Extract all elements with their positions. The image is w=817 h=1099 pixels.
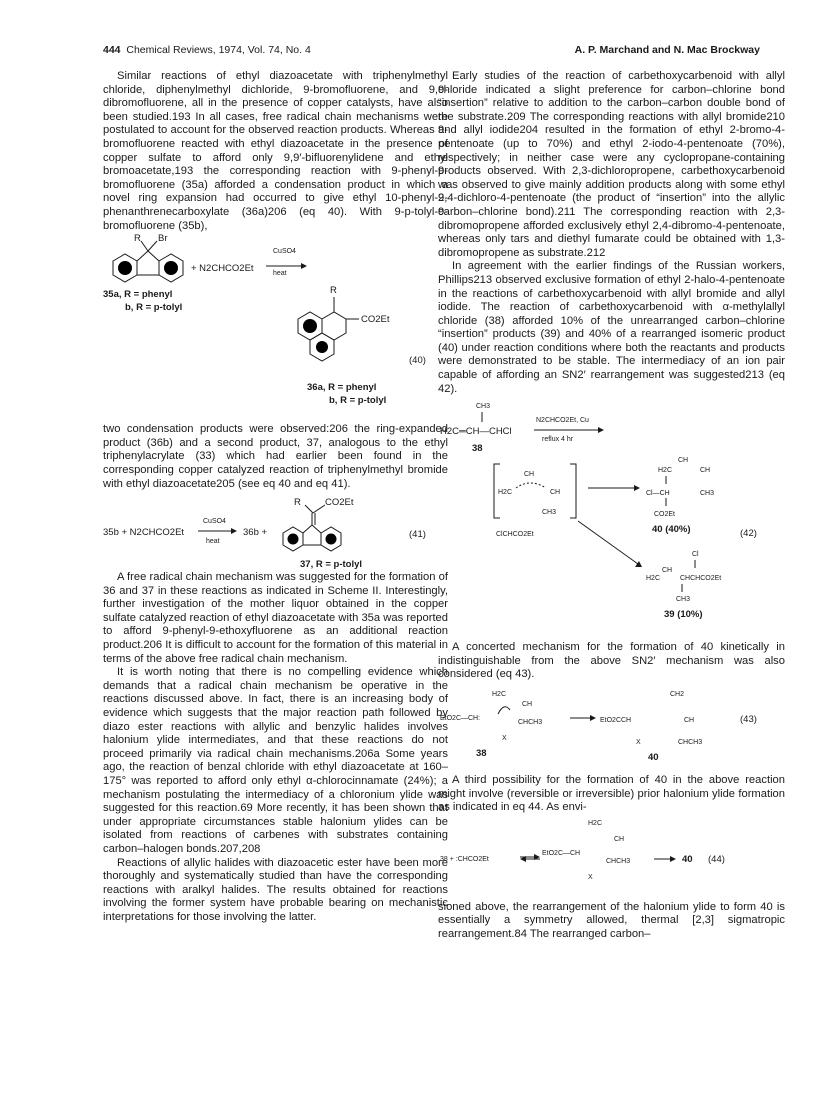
eq43-ch: CH [522, 701, 533, 709]
reactant-br-label: Br [158, 233, 168, 245]
compound-39-label: 39 (10%) [664, 609, 703, 621]
reactant-r-label: R [134, 233, 141, 245]
equation-number: (44) [708, 853, 725, 865]
p40-co2et: CO2Et [654, 511, 676, 519]
compound-37-structure [283, 505, 341, 551]
compound-38-label: 38 [472, 443, 483, 455]
fluorene-structure [113, 241, 183, 282]
eq42-ch3: CH3 [476, 403, 491, 411]
eq43-prod-left: EtO2CCH [600, 717, 632, 725]
p39-ch: CH [662, 567, 673, 575]
catalyst-label: CuSO4 [273, 248, 296, 256]
paragraph: Early studies of the reaction of carbethoxycarbenoid with allyl chloride indicated a slight preference for carbon–chlorine bond “insertion” relative to addition to the carbon–carbon double bond of the substrate.209 The corresponding reactions with allyl bromide210 and allyl iodide204 resulted in the formation of ethyl 2-bromo-4-pentenoate (up to 70%) and ethyl 2-iodo-4-pentenoate (70%), respectively; in neither case were any cyclopropane-containing products observed. With 2,3-dichloropropene, carbethoxycarbenoid was observed to give mainly addition products along with some ethyl 2,4-dichloro-4-pentenoate (the product of “insertion” into the allylic carbon–chlorine bond).211 The corresponding reaction with 2,3-dibromopropene afforded exclusively ethyl 2,4-dibromo-4-pentenoate, whereas only tars and diethyl fumarate could be obtained with 1,3-dibromopropene as substrate.212 [438, 70, 785, 259]
eq43-carbenoid: EtO2C—CH: [440, 715, 481, 723]
eq41-reactants: 35b + N2CHCO2Et [103, 527, 185, 539]
product-co2et-label: CO2Et [361, 314, 390, 326]
paragraph: A third possibility for the formation of 40 in the above reaction might involve (reversible or irreversible) prior halonium ylide formation as indicated in eq 44. As envi- [438, 774, 785, 814]
compound-38-label: 38 [476, 748, 487, 760]
product-r-label: R [330, 285, 337, 297]
ion-pair-carbanion: ClCHCO2Et [496, 531, 534, 539]
eq42-condition: reflux 4 hr [542, 436, 574, 444]
phenanthrene-structure [298, 297, 359, 361]
compound-40-label: 40 [648, 752, 659, 764]
paragraph: A free radical chain mechanism was suggested for the formation of 36 and 37 in these reactions as indicated in Scheme II. Interestingly, further investigation of the mother liquor obtained in the copper sulfate catalyzed reaction of ethyl diazoacetate with 35a was reported to afford 9-phenyl-9-ethoxyfluorene as an additional reaction product.206 It is difficult to account for the formation of this material in terms of the above free radical chain mechanism. [103, 571, 448, 665]
paragraph: two condensation products were observed:206 the ring-expanded product (36b) and a second product, 37, analogous to the ethyl triphenylacrylate (33) which had earlier been found in the corresponding copper catalyzed reaction of triphenylmethyl bromide with ethyl diazoacetate205 (see eq 40 and eq 41). [103, 423, 448, 490]
p40-ch2: CH [700, 467, 711, 475]
eq43-chch3: CHCH3 [518, 719, 543, 727]
paragraph: A concerted mechanism for the formation of 40 kinetically in indistinguishable from the above SN2′ mechanism was also considered (eq 43). [438, 641, 785, 681]
p39-ch3: CH3 [676, 596, 691, 604]
p39-cl: Cl [692, 551, 699, 559]
compound-40-label: 40 (40%) [652, 524, 691, 536]
equation-number: (41) [409, 529, 426, 541]
right-column [438, 70, 785, 942]
compound-36a-label: 36a, R = phenyl [307, 382, 377, 394]
p40-clch: Cl—CH [646, 490, 670, 498]
equation-number: (43) [740, 714, 757, 726]
eq42-reagent: N2CHCO2Et, Cu [536, 417, 589, 425]
compound-36b-label: b, R = p-tolyl [329, 395, 387, 407]
eq41-product-36b: 36b + [243, 527, 268, 539]
eq44-x: X [588, 873, 593, 881]
eq43-prod-x: X [636, 739, 641, 747]
compound-37-label: 37, R = p-tolyl [300, 559, 363, 571]
eq44-ch: CH [614, 835, 625, 843]
p39-main: CHCHCO2Et [680, 575, 722, 583]
eq44-product: 40 [682, 853, 693, 865]
eq43-prod-ch: CH [684, 717, 695, 725]
p40-h2c: H2C [658, 467, 673, 475]
running-header-left [103, 44, 311, 56]
eq44-h2c: H2C [588, 819, 603, 827]
ion-pair-ch3: CH3 [542, 509, 557, 517]
paragraph: In agreement with the earlier findings of the Russian workers, Phillips213 observed exclusive formation of ethyl 2-halo-4-pentenoate in the reactions of carbethoxycarbenoid with allyl bromide and allyl iodide. The reaction of carbethoxycarbenoid with α-methylallyl chloride (38) afforded 10% of the unrearranged carbon–chlorine “insertion” products (39) and 40% of a rearranged isomeric product (40) under reaction conditions where both the reactants and products were demonstrated to be stable. The intermediacy of an ion pair capable of affording an SN2′ rearrangement was suggested213 (eq 42). [438, 260, 785, 395]
equation-43 [438, 682, 785, 774]
eq43-prod-ch2: CH2 [670, 691, 685, 699]
eq43-prod-chch3: CHCH3 [678, 739, 703, 747]
diazo-reagent: + N2CHCO2Et [191, 263, 254, 275]
p39-h2c: H2C [646, 575, 661, 583]
equation-number: (40) [409, 355, 426, 367]
eq41-condition: heat [206, 538, 220, 546]
paragraph: It is worth noting that there is no compelling evidence which demands that a radical chain mechanism be operative in the reactions discussed above. In fact, there is an increasing body of evidence which suggests that the major reaction path followed by diazo ester reactions with allylic and benzylic halides involves halonium ylide intermediates, and that these reactions do not proceed primarily via radical chain mechanisms.206a Some years ago, the reaction of benzal chloride with ethyl diazoacetate at 160–175° was reported to afford only ethyl α-chlorocinnamate (24%); a mechanism postulating the intermediacy of a chloronium ylide was suggested for this reaction.69 More recently, it has been shown that under appropriate circumstances stable halonium ylides can be isolated from reactions of carbenes with substrates containing carbon–halogen bonds.207,208 [103, 666, 448, 855]
eq44-reactants: 38 + :CHCO2Et [440, 855, 489, 863]
eq41-r-label: R [294, 497, 301, 509]
equation-42 [438, 396, 785, 641]
equation-41 [103, 491, 448, 571]
p40-ch: CH [678, 457, 689, 465]
p40-ch3: CH3 [700, 490, 715, 498]
eq41-catalyst: CuSO4 [203, 518, 226, 526]
compound-35b-label: b, R = p-tolyl [125, 302, 183, 314]
equation-44 [438, 815, 785, 901]
paragraph: sioned above, the rearrangement of the halonium ylide to form 40 is essentially a symmetry allowed, thermal [2,3] sigmatropic rearrangement.84 The rearranged carbon– [438, 900, 785, 940]
ion-pair-ch2: CH [550, 489, 561, 497]
eq41-co2et-label: CO2Et [325, 497, 354, 509]
journal-citation: Chemical Reviews, 1974, Vol. 74, No. 4 [126, 44, 311, 56]
left-column [103, 70, 448, 925]
eq44-ylide: EtO2C—CH [542, 849, 581, 857]
ion-pair-ch: CH [524, 471, 535, 479]
ion-pair-h2c: H2C [498, 489, 513, 497]
eq43-x: X [502, 735, 507, 743]
page-number: 444 [103, 44, 121, 56]
paragraph: Reactions of allylic halides with diazoacetic ester have been more thoroughly and systematically studied than have the corresponding reactions with aralkyl halides. The results obtained for reactions involving the former system have probable bearing on mechanistic interpretations for those involving the latter. [103, 856, 448, 923]
equation-40 [103, 233, 448, 423]
eq44-chch3: CHCH3 [606, 857, 631, 865]
compound-35a-label: 35a, R = phenyl [103, 289, 173, 301]
running-header-authors: A. P. Marchand and N. Mac Brockway [574, 44, 760, 56]
eq42-starting-material: H2C═CH—CHCl [440, 426, 512, 438]
eq43-h2c: H2C [492, 691, 507, 699]
equation-number: (42) [740, 528, 757, 540]
paragraph: Similar reactions of ethyl diazoacetate with triphenylmethyl chloride, diphenylmethyl dichloride, 9-bromofluorene, and 9,9-dibromofluorene, all in the presence of copper catalysts, have also been studied.193 In all cases, free radical chain mechanisms were postulated to account for the observed reaction products. Whereas 9-bromofluorene reacted with ethyl diazoacetate in the presence of copper sulfate to afford only 9,9′-bifluorenylidene and ethyl bromoacetate,193 the corresponding reaction with 9-phenyl-9-bromofluorene (35a) afforded a condensation product in which a novel ring expansion had occurred to give ethyl 10-phenyl-9-phenanthrenecarboxylate (36a)206 (eq 40). With 9-p-tolyl-9-bromofluorene (35b), [103, 70, 448, 232]
condition-label: heat [273, 270, 287, 278]
